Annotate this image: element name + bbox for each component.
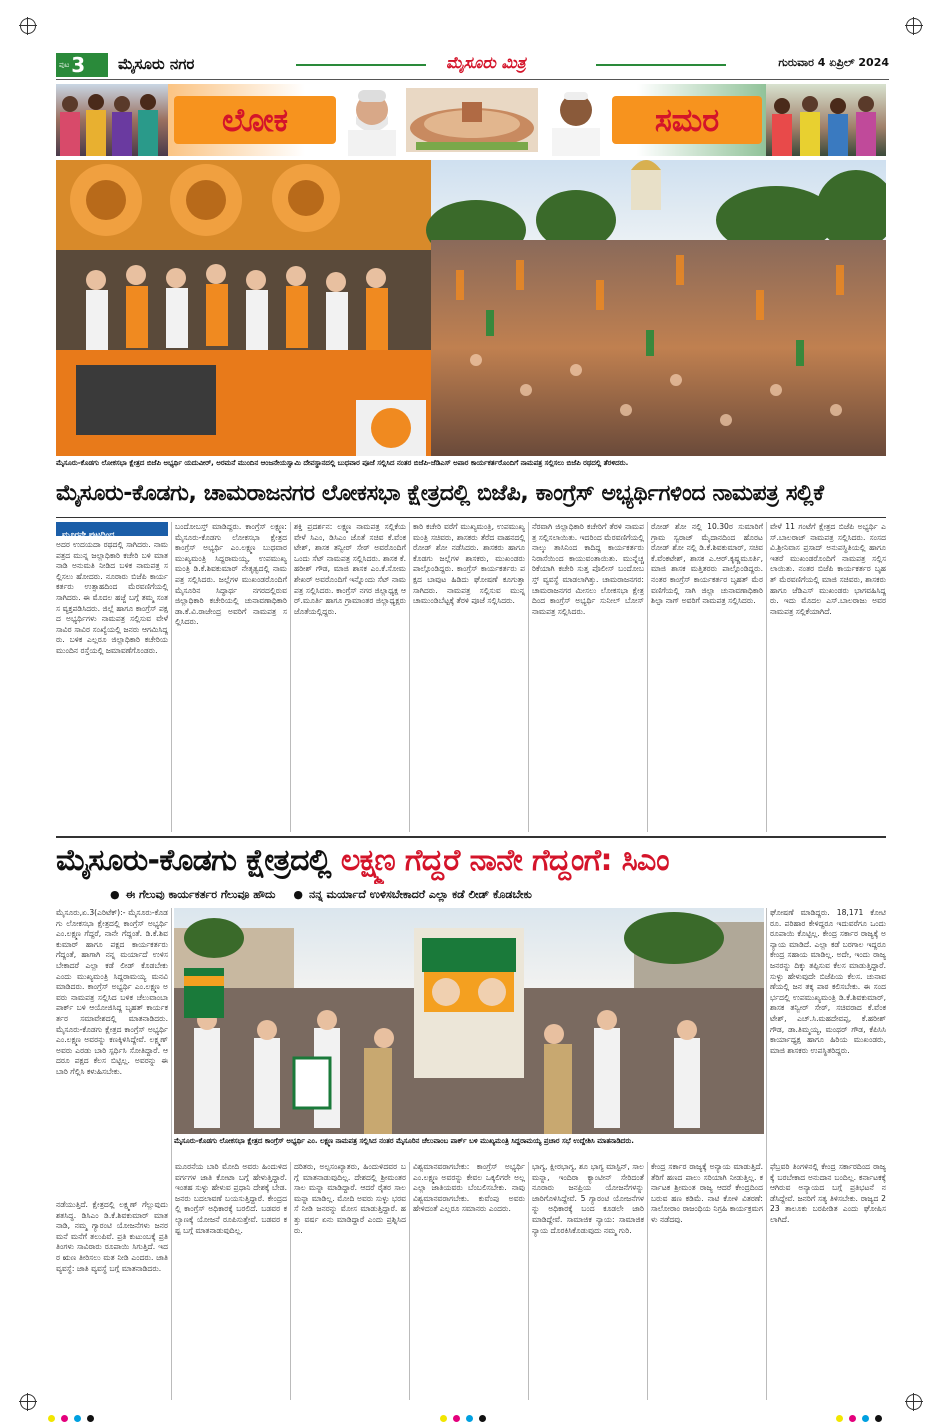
story1-column-1: ಅದರ ಉದಯದಾ ರಥದಲ್ಲಿ ಸಾಗಿದರು. ನಾಮಪತ್ರದ ಮುನ್ನ ಜಲ್ಲಾಧಿಕಾರಿ ಕಚೇರಿ ಬಳಿ ಮಾತನಾಡಿ ಅನುಮತಿ ನೀಡಿದ ಬಳಿಕ ನಾಮಪತ್ರ ಸಲ್ಲಿಸಲು ಹೋದರು. ನೂರಾರು ಬಿಜೆಪಿ ಕಾರ್ಯಕರ್ತರು ಉತ್ಸಾಹದಿಂದ ಮೆರವಣಿಗೆಯಲ್ಲಿ ಸಾಗಿದರು. ಈ ಮೊದಲ ಹಜ್ಜೆ ಬಗ್ಗೆ ತಮ್ಮ ಸಂತಸ ವ್ಯಕ್ತಪಡಿಸಿದರು. ಜಿಲ್ಲೆ ಹಾಗೂ ಕಾಂಗ್ರೆಸ್ ಪಕ್ಷದ ಅಭ್ಯರ್ಥಿಗಳು ನಾಮಪತ್ರ ಸಲ್ಲಿಸುವ ವೇಳೆ ಸಾವಿರ ಸಾವಿರ ಸಂಖ್ಯೆಯಲ್ಲಿ ಜನರು ಆಗಮಿಸಿದ್ದರು. ಬಳಿಕ ಎಲ್ಲರೂ ಜಿಲ್ಲಾಧಿಕಾರಿ ಕಚೇರಿಯ ಮುಂದಿನ ರಸ್ತೆಯಲ್ಲಿ ಜಮಾವಣೆಗೊಂಡರು. [56, 540, 168, 655]
masthead-underline [56, 79, 889, 80]
column-rule [647, 1162, 648, 1400]
story2-headline [56, 838, 886, 884]
story2-headline-black: ಮೈಸೂರು-ಕೊಡಗು ಕ್ಷೇತ್ರದಲ್ಲಿ [56, 843, 341, 878]
section-name: ಮೈಸೂರು ನಗರ [118, 55, 195, 73]
bjp-rally-photo-art [56, 160, 886, 456]
banner-word-left [174, 96, 336, 144]
story2-bottom-column-7: ಫೆಬ್ರವರಿ ತಿಂಗಳಿನಲ್ಲಿ ಕೇಂದ್ರ ಸರ್ಕಾರದಿಂದ ರಾಜ್ಯಕ್ಕೆ ಬರಬೇಕಾದ ಅನುದಾನ ಬಂದಿಲ್ಲ. ಕರ್ನಾಟಕಕ್ಕೆ ಆಗಿರುವ ಅನ್ಯಾಯದ ಬಗ್ಗೆ ಪ್ರತಿಭಟನೆ ನಡೆಸಿದ್ದೇವೆ. ಜನರಿಗೆ ಸತ್ಯ ತಿಳಿಸಬೇಕು. ರಾಜ್ಯದ 223 ತಾಲೂಕು ಬರಪೀಡಿತ ಎಂದು ಘೋಷಿಸಲಾಗಿದೆ. [770, 1162, 886, 1224]
voters-photo-right [766, 84, 886, 156]
column-rule [409, 1162, 410, 1400]
masthead-rule-2 [596, 64, 726, 66]
registration-mark [906, 1394, 922, 1410]
story2-bottom-column-6: ಕೇಂದ್ರ ಸರ್ಕಾರ ರಾಜ್ಯಕ್ಕೆ ಅನ್ಯಾಯ ಮಾಡುತ್ತಿದೆ. ತೆರಿಗೆ ಹಣದ ಪಾಲು ಸರಿಯಾಗಿ ನೀಡುತ್ತಿಲ್ಲ. ಕರ್ನಾಟಕ ಶ್ರೀಮಂತ ರಾಜ್ಯ ಆದರೆ ಕೇಂದ್ರದಿಂದ ಬರುವ ಹಣ ಕಡಿಮೆ. ನಾಟಿ ಕೋಳಿ ವಿತರಣೆ: ಸಾಲೋರಾಂ ರಾಜಂಧಿಯ ನಿಗ್ರಹಿ ಕಾರ್ಯಕ್ರಮಗಳು ನಡೆದವು. [651, 1162, 763, 1224]
paper-logo: ಮೈಸೂರು ಮಿತ್ರ [446, 53, 526, 72]
story1-rule [56, 517, 886, 518]
congress-photo-caption: ಮೈಸೂರು-ಕೊಡಗು ಲೋಕಸಭಾ ಕ್ಷೇತ್ರದ ಕಾಂಗ್ರೆಸ್ ಅಭ್ಯರ್ಥಿ ಎಂ. ಲಕ್ಷ್ಮಣ ನಾಮಪತ್ರ ಸಲ್ಲಿಸಿದ ನಂತರ ಮೈಸೂರಿನ ಚೆಲುವಾಂಬ ಪಾರ್ಕ್ ಬಳಿ ಮುಖ್ಯಮಂತ್ರಿ ಸಿದ್ದರಾಮಯ್ಯ ಪ್ರಚಾರ ಸಭೆ ಉದ್ದೇಶಿಸಿ ಮಾತನಾಡಿದರು. [174, 1137, 634, 1145]
congress-rally-photo-art [174, 908, 764, 1134]
registration-mark [20, 1394, 36, 1410]
issue-date: ಗುರುವಾರ 4 ಏಪ್ರಿಲ್ 2024 [778, 56, 889, 69]
story1-column-5: ನೆರವಾಗಿ ಜಿಲ್ಲಾಧಿಕಾರಿ ಕಚೇರಿಗೆ ತೆರಳಿ ನಾಮಪತ್ರ ಸಲ್ಲಿಸಲಾಯಿತು. ಇದರಿಂದ ಮೆರವಣಿಗೆಯಲ್ಲಿ ನಾಲ್ಕು ತಾಸಿನಿಂದ ಕಾದಿದ್ದ ಕಾರ್ಯಕರ್ತರು ನಿರಾಸೆಯಿಂದ ಕಾಯುವಂತಾಯಿತು. ಮುನ್ನೆಚ್ಚರಿಕೆಯಾಗಿ ಕಚೇರಿ ಸುತ್ತ ಪೊಲೀಸ್ ಬಂದೋಬಸ್ತ್ ವ್ಯವಸ್ಥೆ ಮಾಡಲಾಗಿತ್ತು. ಚಾಮರಾಜನಗರ: ಚಾಮರಾಜನಗರ ಮೀಸಲು ಲೋಕಸಭಾ ಕ್ಷೇತ್ರದಿಂದ ಕಾಂಗ್ರೆಸ್ ಅಭ್ಯರ್ಥಿ ಸುನೀಲ್ ಬೋಸ್ ನಾಮಪತ್ರ ಸಲ್ಲಿಸಿದರು. [532, 522, 644, 616]
column-rule [528, 522, 529, 832]
continued-kicker [56, 522, 168, 539]
election-banner [56, 84, 886, 156]
story2-bottom-column-1: ನಡೆಯುತ್ತಿದೆ. ಕ್ಷೇತ್ರದಲ್ಲಿ ಲಕ್ಷ್ಮಣ್ ಗೆಲ್ಲುವುದು ಶತಸಿದ್ಧ. ಡಿಸಿಎಂ ಡಿ.ಕೆ.ಶಿವಕುಮಾರ್ ಮಾತನಾಡಿ, ನಮ್ಮ ಗ್ಯಾರಂಟಿ ಯೋಜನೆಗಳು ಜನರ ಮನೆ ಮನೆಗೆ ತಲುಪಿವೆ. ಪ್ರತಿ ಕುಟುಂಬಕ್ಕೆ ಪ್ರತಿ ತಿಂಗಳು ಸಾವಿರಾರು ರೂಪಾಯಿ ಸಿಗುತ್ತಿದೆ. ಇದರ ಋಣ ತೀರಿಸಲು ಮತ ನೀಡಿ ಎಂದರು. ಜಾತಿ ವ್ಯವಸ್ಥೆ: ಜಾತಿ ವ್ಯವಸ್ಥೆ ಬಗ್ಗೆ ಮಾತನಾಡಿದರು. [56, 1200, 168, 1273]
bjp-rally-photo [56, 160, 886, 456]
column-rule [766, 522, 767, 832]
bullet-icon: ● [293, 888, 304, 901]
story2-left-column: ಮೈಸೂರು,ಏ.3(ಎರಿಟೆಕ್):- ಮೈಸೂರು-ಕೊಡಗು ಲೋಕಸಭಾ ಕ್ಷೇತ್ರದಲ್ಲಿ ಕಾಂಗ್ರೆಸ್ ಅಭ್ಯರ್ಥಿ ಎಂ.ಲಕ್ಷ್ಮಣ ಗೆದ್ದರೆ, ನಾನೇ ಗೆದ್ದಂತೆ. ಡಿ.ಕೆ.ಶಿವಕುಮಾರ್ ಹಾಗೂ ಪಕ್ಷದ ಕಾರ್ಯಕರ್ತರು ಗೆದ್ದಂತೆ, ಹಾಗಾಗಿ ನನ್ನ ಮರ್ಯಾದೆ ಉಳಿಸಬೇಕಾದರೆ ಎಲ್ಲಾ ಕಡೆ ಲೀಡ್ ಕೊಡಬೇಕು ಎಂದು ಮುಖ್ಯಮಂತ್ರಿ ಸಿದ್ದರಾಮಯ್ಯ ಮನವಿ ಮಾಡಿದರು. ಕಾಂಗ್ರೆಸ್ ಅಭ್ಯರ್ಥಿ ಎಂ.ಲಕ್ಷ್ಮಣ ಅವರು ನಾಮಪತ್ರ ಸಲ್ಲಿಸಿದ ಬಳಿಕ ಚೆಲುವಾಂಬಾ ಪಾರ್ಕ್ ಬಳಿ ಆಯೋಜಿಸಿದ್ದ ಬೃಹತ್ ಕಾರ್ಯಕರ್ತರ ಸಮಾವೇಶದಲ್ಲಿ ಮಾತನಾಡಿದರು. ಮೈಸೂರು-ಕೊಡಗು ಕ್ಷೇತ್ರದ ಕಾಂಗ್ರೆಸ್ ಅಭ್ಯರ್ಥಿ ಎಂ.ಲಕ್ಷ್ಮಣ ಅವರನ್ನು ಕಣಕ್ಕಿಳಿಸಿದ್ದೇವೆ. ಲಕ್ಷ್ಮಣ್ ಅವರು ಎರಡು ಬಾರಿ ಸ್ಪರ್ಧಿಸಿ ಸೋತಿದ್ದಾರೆ. ಆದರೂ ಪಕ್ಷದ ಕೆಲಸ ಬಿಟ್ಟಿಲ್ಲ. ಅವರನ್ನು ಈ ಬಾರಿ ಗೆಲ್ಲಿಸಿ ಕಳುಹಿಸಬೇಕು. [56, 908, 168, 1076]
banner-word-right [612, 96, 762, 144]
registration-mark [906, 18, 922, 34]
story2-bottom-column-5: ಭಾಗ್ಯ, ಕ್ಷೀರಭಾಗ್ಯ, ಶೂ ಭಾಗ್ಯ ಮಾಸ್ಟಿನ್, ಸಾಲಮನ್ನಾ, ಇಂದಿರಾ ಕ್ಯಾಂಟೀನ್ ಸೇರಿದಂತೆ ನೂರಾರು ಜನಪ್ರಿಯ ಯೋಜನೆಗಳನ್ನು ಜಾರಿಗೊಳಿಸಿದ್ದೇವೆ. 5 ಗ್ಯಾರಂಟಿ ಯೋಜನೆಗಳನ್ನು ಅಧಿಕಾರಕ್ಕೆ ಬಂದ ಕೂಡಲೇ ಜಾರಿ ಮಾಡಿದ್ದೇವೆ. ಸಾಮಾಜಿಕ ನ್ಯಾಯ: ಸಾಮಾಜಿಕ ನ್ಯಾಯ ದೊರಕಿಸಿಕೊಡುವುದು ನಮ್ಮ ಗುರಿ. [532, 1162, 644, 1235]
leader-portrait-right [544, 84, 608, 156]
column-rule [766, 908, 767, 1400]
story2-deck-2: ನನ್ನ ಮರ್ಯಾದೆ ಉಳಿಸಬೇಕಾದರೆ ಎಲ್ಲಾ ಕಡೆ ಲೀಡ್ ಕೊಡಬೇಕು [309, 888, 532, 901]
column-rule [171, 522, 172, 832]
page-word: ಪುಟ [59, 60, 70, 69]
column-rule [290, 522, 291, 832]
story2-deck-1: ಈ ಗೆಲುವು ಕಾರ್ಯಕರ್ತರ ಗೆಲುವೂ ಹೌದು [125, 888, 276, 901]
column-rule [290, 1162, 291, 1400]
leader-portrait-left [342, 84, 402, 156]
continued-kicker-text: ಮೂರನೇ ಪುಟದಿಂದ [62, 530, 115, 539]
page-number: 3 [71, 53, 86, 77]
column-rule [409, 522, 410, 832]
story1-column-6: ರೋಡ್ ಶೋ ನಲ್ಲಿ 10.30ರ ಸುಮಾರಿಗೆ ಗ್ರಾಮ ಸ್ವರಾಜ್ ಮೈದಾನದಿಂದ ಹೊರಟ ರೋಡ್ ಶೋ ನಲ್ಲಿ ಡಿ.ಕೆ.ಶಿವಕುಮಾರ್, ಸಚಿವ ಕೆ.ವೆಂಕಟೇಶ್, ಶಾಸಕ ಎ.ಆರ್.ಕೃಷ್ಣಮೂರ್ತಿ, ಮಾಜಿ ಶಾಸಕ ಮತ್ತಿತರರು ಪಾಲ್ಗೊಂಡಿದ್ದರು. ನಂತರ ಕಾಂಗ್ರೆಸ್ ಕಾರ್ಯಕರ್ತರ ಬೃಹತ್ ಮೆರವಣಿಗೆಯಲ್ಲಿ ಸಾಗಿ ಜಿಲ್ಲಾ ಚುನಾವಣಾಧಿಕಾರಿ ಶಿಲ್ಪಾ ನಾಗ್ ಅವರಿಗೆ ನಾಮಪತ್ರ ಸಲ್ಲಿಸಿದರು. [651, 522, 763, 606]
banner-word-right-text: ಸಮರ [654, 100, 720, 139]
column-rule [647, 522, 648, 832]
color-registration-dots [48, 1407, 100, 1426]
story2-bottom-column-4: ವಿಶ್ವಮಾನವರಾಗಬೇಕು: ಕಾಂಗ್ರೆಸ್ ಅಭ್ಯರ್ಥಿ ಎಂ.ಲಕ್ಷ್ಮಣ ಅವರನ್ನು ಕೇವಲ ಒಕ್ಕಲಿಗರೇ ಅಲ್ಲ ಎಲ್ಲಾ ಜಾತಿಯವರು ಬೆಂಬಲಿಸಬೇಕು. ನಾವು ವಿಶ್ವಮಾನವರಾಗಬೇಕು. ಕುವೆಂಪು ಅವರು ಹೇಳಿದಂತೆ ಎಲ್ಲರೂ ಸಮಾನರು ಎಂದರು. [413, 1162, 525, 1214]
voters-photo-left [56, 84, 168, 156]
story1-column-7: ವೇಳೆ 11 ಗಂಟೆಗೆ ಕ್ಷೇತ್ರದ ಬಿಜೆಪಿ ಅಭ್ಯರ್ಥಿ ಎಸ್.ಬಾಲರಾಜ್ ನಾಮಪತ್ರ ಸಲ್ಲಿಸಿದರು. ಸಂಸದ ವಿ.ಶ್ರೀನಿವಾಸ ಪ್ರಸಾದ್ ಅನುಪಸ್ಥಿತಿಯಲ್ಲಿ ಹಾಗೂ ಇತರೆ ಮುಖಂಡರೊಂದಿಗೆ ನಾಮಪತ್ರ ಸಲ್ಲಿಸಲಾಯಿತು. ನಂತರ ಬಿಜೆಪಿ ಕಾರ್ಯಕರ್ತರ ಬೃಹತ್ ಮೆರವಣಿಗೆಯಲ್ಲಿ ಮಾಜಿ ಸಚಿವರು, ಶಾಸಕರು ಹಾಗೂ ಜೆಡಿಎಸ್ ಮುಖಂಡರು ಭಾಗವಹಿಸಿದ್ದರು. ಇದು ಮೊದಲ ಎಸ್.ಬಾಲರಾಜು ಅವರ ನಾಮಪತ್ರ ಸಲ್ಲಿಕೆಯಾಗಿದೆ. [770, 522, 886, 616]
top-photo-caption: ಮೈಸೂರು-ಕೊಡಗು ಲೋಕಸಭಾ ಕ್ಷೇತ್ರದ ಬಿಜೆಪಿ ಅಭ್ಯರ್ಥಿ ಯದುವೀರ್, ಅರಮನೆ ಮುಂದಿನ ಆಂಜನೇಯಸ್ವಾಮಿ ದೇವಸ್ಥಾನದಲ್ಲಿ ಬುಧವಾರ ಪೂಜೆ ಸಲ್ಲಿಸಿದ ನಂತರ ಬಿಜೆಪಿ-ಜೆಡಿಎಸ್ ಅಪಾರ ಕಾರ್ಯಕರ್ತರೊಂದಿಗೆ ನಾಮಪತ್ರ ಸಲ್ಲಿಸಲು ಬಿಜೆಪಿ ರಥದಲ್ಲಿ ತೆರಳಿದರು. [56, 459, 629, 467]
banner-word-left-text: ಲೋಕ [221, 100, 289, 139]
story1-column-4: ಕಾರಿ ಕಚೇರಿ ವರೆಗೆ ಮುಖ್ಯಮಂತ್ರಿ, ಉಪಮುಖ್ಯಮಂತ್ರಿ ಸಚಿವರು, ಶಾಸಕರು ತೆರೆದ ವಾಹನದಲ್ಲಿ ರೋಡ್ ಶೋ ನಡೆಸಿದರು. ಶಾಸಕರು ಹಾಗೂ ಕೊಡಗು ಜಲ್ಲೆಗಳ ಶಾಸಕರು, ಮುಖಂಡರು ಪಾಲ್ಗೊಂಡಿದ್ದರು. ಕಾಂಗ್ರೆಸ್ ಕಾರ್ಯಕರ್ತರು ಪಕ್ಷದ ಬಾವುಟ ಹಿಡಿದು ಘೋಷಣೆ ಕೂಗುತ್ತಾ ಸಾಗಿದರು. ನಾಮಪತ್ರ ಸಲ್ಲಿಸುವ ಮುನ್ನ ಚಾಮುಂಡಿಬೆಟ್ಟಕ್ಕೆ ತೆರಳಿ ಪೂಜೆ ಸಲ್ಲಿಸಿದರು. [413, 522, 525, 606]
color-registration-dots [836, 1407, 888, 1426]
color-registration-dots [440, 1407, 492, 1426]
parliament-illustration [406, 88, 538, 152]
registration-mark [20, 18, 36, 34]
bullet-icon: ● [110, 888, 120, 901]
page-number-badge [56, 53, 108, 77]
story1-headline: ಮೈಸೂರು-ಕೊಡಗು, ಚಾಮರಾಜನಗರ ಲೋಕಸಭಾ ಕ್ಷೇತ್ರದಲ್ಲಿ ಬಿಜೆಪಿ, ಕಾಂಗ್ರೆಸ್ ಅಭ್ಯರ್ಥಿಗಳಿಂದ ನಾಮಪತ್ರ ಸಲ್ಲಿಕೆ [56, 481, 824, 506]
women-voters-illustration [56, 84, 168, 156]
story2-bottom-column-3: ದರಿತರು, ಅಲ್ಪಸಂಖ್ಯಾತರು, ಹಿಂದುಳಿದವರ ಬಗ್ಗೆ ಮಾತನಾಡುವುದಿಲ್ಲ. ದೇಶದಲ್ಲಿ ಶ್ರೀಮಂತರ ಸಾಲ ಮನ್ನಾ ಮಾಡಿದ್ದಾರೆ. ಆದರೆ ರೈತರ ಸಾಲ ಮನ್ನಾ ಮಾಡಿಲ್ಲ. ಮೋದಿ ಅವರು ಸುಳ್ಳು ಭರವಸೆ ನೀಡಿ ಜನರನ್ನು ಮೋಸ ಮಾಡುತ್ತಿದ್ದಾರೆ. ಹತ್ತು ವರ್ಷ ಏನು ಮಾಡಿದ್ದಾರೆ ಎಂದು ಪ್ರಶ್ನಿಸಿದರು. [294, 1162, 406, 1235]
story2-headline-red: ಲಕ್ಷ್ಮಣ ಗೆದ್ದರೆ ನಾನೇ ಗೆದ್ದಂಗೆ: ಸಿಎಂ [340, 843, 669, 878]
masthead-rule [296, 64, 426, 66]
story2-decks [110, 886, 886, 904]
story2-right-column: ಘೋಷಣೆ ಮಾಡಿದ್ದರು. 18,171 ಕೋಟಿ ರೂ. ಪರಿಹಾರ ಕೇಳಿದ್ದರೂ ಇದುವರೆಗೂ ಒಂದು ರೂಪಾಯಿ ಕೊಟ್ಟಿಲ್ಲ. ಕೇಂದ್ರ ಸರ್ಕಾರ ರಾಜ್ಯಕ್ಕೆ ಅನ್ಯಾಯ ಮಾಡಿದೆ. ಎಲ್ಲಾ ಕಡೆ ಬರಗಾಲ ಇದ್ದರೂ ಕೇಂದ್ರ ಸಹಾಯ ಮಾಡಿಲ್ಲ. ಅದೇ, ಇಂದು ರಾಜ್ಯ ಜನರನ್ನು ದಿಕ್ಕು ತಪ್ಪಿಸುವ ಕೆಲಸ ಮಾಡುತ್ತಿದ್ದಾರೆ. ಸುಳ್ಳು ಹೇಳುವುದೇ ಬಿಜೆಪಿಯ ಕೆಲಸ. ಚುನಾವಣೆಯಲ್ಲಿ ಜನ ತಕ್ಕ ಪಾಠ ಕಲಿಸಬೇಕು. ಈ ಸಂದರ್ಭದಲ್ಲಿ ಉಪಮುಖ್ಯಮಂತ್ರಿ ಡಿ.ಕೆ.ಶಿವಕುಮಾರ್, ಶಾಸಕ ತನ್ವೀರ್ ಸೇಠ್, ಸಚಿವರಾದ ಕೆ.ವೆಂಕಟೇಶ್, ಎಚ್.ಸಿ.ಮಹದೇವಪ್ಪ, ಕೆ.ಹರೀಶ್ ಗೌಡ, ಡಾ.ತಿಮ್ಮಯ್ಯ, ಮಂಥರ್ ಗೌಡ, ಕೆಪಿಸಿಸಿ ಕಾರ್ಯಾಧ್ಯಕ್ಷ ಹಾಗೂ ಹಿರಿಯ ಮುಖಂಡರು, ಮಾಜಿ ಶಾಸಕರು ಉಪಸ್ಥಿತರಿದ್ದರು. [770, 908, 886, 1055]
congress-rally-photo [174, 908, 764, 1134]
story2-bottom-column-2: ಮೂರನೆಯ ಬಾರಿ ಮೋದಿ ಅವರು ಹಿಂದುಳಿದ ವರ್ಗಗಳ ಜಾತಿ ಕೋಟಾ ಬಗ್ಗೆ ಹೇಳುತ್ತಿದ್ದಾರೆ. ಇಂತಹ ಸುಳ್ಳು ಹೇಳುವ ಪ್ರಧಾನಿ ದೇಶಕ್ಕೆ ಬೇಡ. ಜನರು ಬದಲಾವಣೆ ಬಯಸುತ್ತಿದ್ದಾರೆ. ಕೇಂದ್ರದಲ್ಲಿ ಕಾಂಗ್ರೆಸ್ ಅಧಿಕಾರಕ್ಕೆ ಬರಲಿದೆ. ಬಡವರ ಕಲ್ಯಾಣಕ್ಕೆ ಯೋಜನೆ ರೂಪಿಸುತ್ತೇವೆ. ಬಡವರ ಕಷ್ಟ ಬಗ್ಗೆ ಮಾತನಾಡುವುದಿಲ್ಲ. [175, 1162, 287, 1235]
column-rule [171, 908, 172, 1400]
story1-column-2: ಬಂದೋಬಸ್ತ್ ಮಾಡಿದ್ದರು. ಕಾಂಗ್ರೆಸ್ ಲಕ್ಷ್ಮಣ: ಮೈಸೂರು-ಕೊಡಗು ಲೋಕಸಭಾ ಕ್ಷೇತ್ರದ ಕಾಂಗ್ರೆಸ್ ಅಭ್ಯರ್ಥಿ ಎಂ.ಲಕ್ಷ್ಮಣ ಬುಧವಾರ ಮುಖ್ಯಮಂತ್ರಿ ಸಿದ್ದರಾಮಯ್ಯ, ಉಪಮುಖ್ಯಮಂತ್ರಿ ಡಿ.ಕೆ.ಶಿವಕುಮಾರ್ ನೇತೃತ್ವದಲ್ಲಿ ನಾಮಪತ್ರ ಸಲ್ಲಿಸಿದರು. ಜಲ್ಲೆಗಳ ಮುಖಂಡರೊಂದಿಗೆ ಮೈಸೂರಿನ ಸಿದ್ಧಾರ್ಥ ನಗರದಲ್ಲಿರುವ ಜಿಲ್ಲಾಧಿಕಾರಿ ಕಚೇರಿಯಲ್ಲಿ ಚುನಾವಣಾಧಿಕಾರಿ ಡಾ.ಕೆ.ವಿ.ರಾಜೇಂದ್ರ ಅವರಿಗೆ ನಾಮಪತ್ರ ಸಲ್ಲಿಸಿದರು. [175, 522, 287, 627]
masthead [56, 50, 889, 80]
column-rule [528, 1162, 529, 1400]
story1-column-3: ಶಕ್ತಿ ಪ್ರದರ್ಶನ: ಲಕ್ಷ್ಮಣ ನಾಮಪತ್ರ ಸಲ್ಲಿಕೆಯ ವೇಳೆ ಸಿಎಂ, ಡಿಸಿಎಂ ಜೊತೆ ಸಚಿವ ಕೆ.ವೆಂಕಟೇಶ್, ಶಾಸಕ ತನ್ವೀರ್ ಸೇಠ್ ಅವರೊಂದಿಗೆ ಒಂದು ಸೆಟ್ ನಾಮಪತ್ರ ಸಲ್ಲಿಸಿದರು. ಶಾಸಕ ಕೆ.ಹರೀಶ್ ಗೌಡ, ಮಾಜಿ ಶಾಸಕ ಎಂ.ಕೆ.ಸೋಮಶೇಖರ್ ಅವರೊಂದಿಗೆ ಇನ್ನೊಂದು ಸೆಟ್ ನಾಮಪತ್ರ ಸಲ್ಲಿಸಿದರು. ಕಾಂಗ್ರೆಸ್ ನಗರ ಜಿಲ್ಲಾಧ್ಯಕ್ಷ ಆರ್.ಮೂರ್ತಿ ಹಾಗೂ ಗ್ರಾಮಾಂತರ ಜಿಲ್ಲಾಧ್ಯಕ್ಷರು ಜೊತೆಯಲ್ಲಿದ್ದರು. [294, 522, 406, 616]
